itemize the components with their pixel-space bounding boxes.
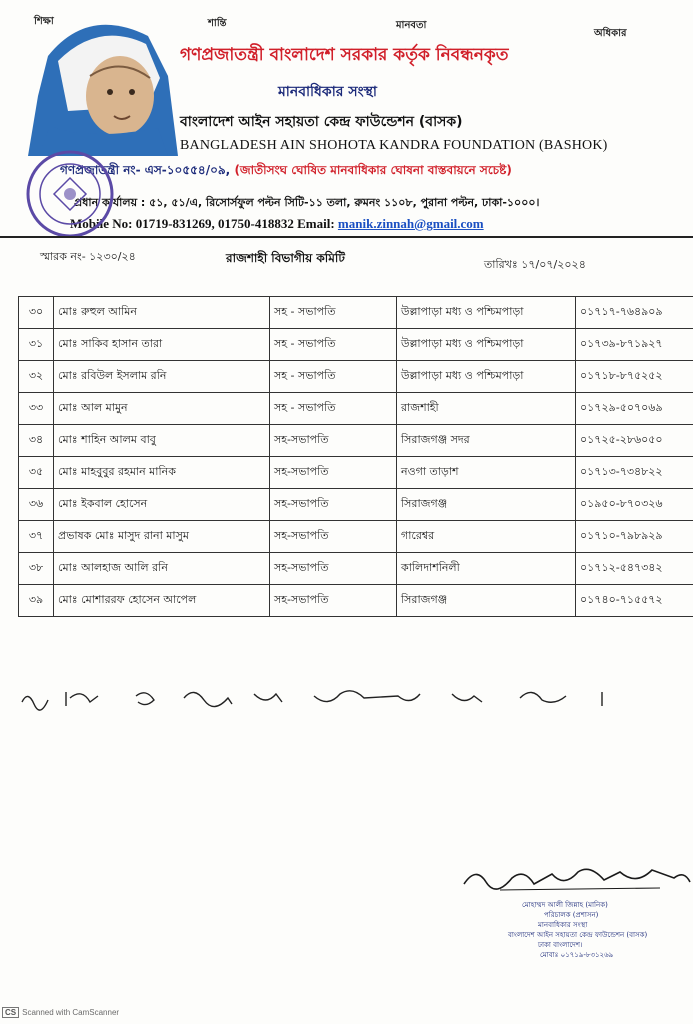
member-serial: ৩৩ [19,393,54,425]
member-phone: ০১৭২৫-২৮৬০৫০ [576,425,693,457]
scanner-footer [2,1007,119,1018]
member-phone: ০১৭৩৯-৮৭১৯২৭ [576,329,693,361]
member-serial: ৩৭ [19,521,54,553]
member-area: সিরাজগঞ্জ [397,489,576,521]
table-row [19,489,693,521]
member-post: সহ-সভাপতি [270,521,397,553]
table-row [19,297,693,329]
member-name: মোঃ মাহবুবুর রহমান মানিক [54,457,270,489]
member-area: সিরাজগঞ্জ [397,585,576,617]
member-area: উল্লাপাড়া মধ্য ও পশ্চিমপাড়া [397,361,576,393]
member-name: প্রভাষক মোঃ মাসুদ রানা মাসুম [54,521,270,553]
foundation-name-bn: বাংলাদেশ আইন সহায়তা কেন্দ্র ফাউন্ডেশন (বাসক) [180,114,463,130]
table-row [19,585,693,617]
registration-line [60,162,512,182]
member-name: মোঃ ইকবাল হোসেন [54,489,270,521]
member-serial: ৩০ [19,297,54,329]
registration-title: গণপ্রজাতন্ত্রী বাংলাদেশ সরকার কর্তৃক নিবন্ধনকৃত [180,45,509,65]
member-serial: ৩২ [19,361,54,393]
member-post: সহ - সভাপতি [270,329,397,361]
member-serial: ৩৫ [19,457,54,489]
member-area: উল্লাপাড়া মধ্য ও পশ্চিমপাড়া [397,297,576,329]
member-post: সহ-সভাপতি [270,585,397,617]
founder-portrait [28,16,178,156]
signature-block [460,860,693,990]
member-phone: ০১৭১২-৫৪৭৩৪২ [576,553,693,585]
member-post: সহ-সভাপতি [270,553,397,585]
signatory-org: মানবাধিকার সংস্থা [538,921,588,929]
signatory-city: ঢাকা বাংলাদেশ। [538,941,583,949]
member-name: মোঃ রবিউল ইসলাম রনি [54,361,270,393]
member-name: মোঃ রুহুল আমিন [54,297,270,329]
member-name: মোঃ আল মামুন [54,393,270,425]
mobile-numbers: Mobile No: 01719-831269, 01750-418832 Email: [70,216,335,231]
header-divider [0,236,693,238]
committee-name: রাজশাহী বিভাগীয় কমিটি [226,251,345,265]
member-post: সহ-সভাপতি [270,489,397,521]
registration-number: গণপ্রজাতন্ত্রী নং- এস-১০৫৫৪/০৯, [60,163,231,177]
member-phone: ০১৭১০-৭৯৮৯২৯ [576,521,693,553]
member-name: মোঃ আলহাজ আলি রনি [54,553,270,585]
table-row [19,457,693,489]
member-serial: ৩১ [19,329,54,361]
member-area: নওগা তাড়াশ [397,457,576,489]
handwritten-note [18,684,618,714]
member-name: মোঃ মোশাররফ হোসেন আপেল [54,585,270,617]
head-office-address: প্রধান কার্যালয় : ৫১, ৫১/এ, রিসোর্সফুল পল্টন সিটি-১১ তলা, রুমনং ১১০৮, পুরানা পল্টন, ঢাকা-১০০০। [74,196,540,209]
memo-ref: স্মারক নং- ১২৩০/২৪ [40,250,136,263]
member-phone: ০১৭৪০-৭১৫৫৭২ [576,585,693,617]
motto-rights: অধিকার [594,28,627,39]
member-name: মোঃ সাকিব হাসান তারা [54,329,270,361]
registration-note: (জাতীসংঘ ঘোষিত মানবাধিকার ঘোষনা বাস্তবায়নে সচেষ্ট) [234,163,512,177]
motto-humanity: মানবতা [396,20,427,31]
camscanner-logo-icon: CS [2,1007,19,1018]
signatory-name: মোহাম্মদ আলী জিন্নাহ (মানিক) [522,901,608,909]
member-phone: ০১৭১৭-৭৬৪৯০৯ [576,297,693,329]
member-area: সিরাজগঞ্জ সদর [397,425,576,457]
member-serial: ৩৪ [19,425,54,457]
table-row [19,425,693,457]
signatory-foundation: বাংলাদেশ আইন সহায়তা কেন্দ্র ফাউন্ডেশন (বাসক) [508,931,648,939]
members-table [18,296,693,617]
member-post: সহ-সভাপতি [270,457,397,489]
member-name: মোঃ শাহিন আলম বাবু [54,425,270,457]
motto-education: শিক্ষা [34,16,54,27]
member-serial: ৩৮ [19,553,54,585]
handwritten-signature [460,860,693,896]
organization-seal [24,148,116,240]
scanner-text: Scanned with CamScanner [22,1008,120,1017]
table-row [19,393,693,425]
memo-date: তারিখঃ ১৭/০৭/২০২৪ [484,258,586,271]
member-post: সহ - সভাপতি [270,393,397,425]
member-post: সহ - সভাপতি [270,297,397,329]
member-post: সহ-সভাপতি [270,425,397,457]
member-area: রাজশাহী [397,393,576,425]
table-row [19,553,693,585]
member-area: কালিদাশনিলী [397,553,576,585]
table-row [19,329,693,361]
member-serial: ৩৯ [19,585,54,617]
member-phone: ০১৯৫০-৮৭০৩২৬ [576,489,693,521]
table-row [19,521,693,553]
motto-peace: শান্তি [208,18,227,29]
org-name: মানবাধিকার সংস্থা [278,84,377,100]
table-row [19,361,693,393]
member-area: গারেশ্বর [397,521,576,553]
official-stamp [508,900,647,960]
member-phone: ০১৭১৮-৮৭৫২৫২ [576,361,693,393]
contact-line [70,216,484,232]
member-phone: ০১৭১৩-৭৩৪৮২২ [576,457,693,489]
email-link[interactable]: manik.zinnah@gmail.com [337,216,484,231]
member-serial: ৩৬ [19,489,54,521]
member-phone: ০১৭২৯-৫০৭০৬৯ [576,393,693,425]
member-area: উল্লাপাড়া মধ্য ও পশ্চিমপাড়া [397,329,576,361]
signatory-mobile: মোবাঃ ০১৭১৯-৮৩১২৬৯ [540,951,614,959]
foundation-name-en: BANGLADESH AIN SHOHOTA KANDRA FOUNDATION (BASHOK) [180,138,608,153]
member-post: সহ - সভাপতি [270,361,397,393]
signatory-title: পরিচালক (প্রশাসন) [544,911,599,919]
